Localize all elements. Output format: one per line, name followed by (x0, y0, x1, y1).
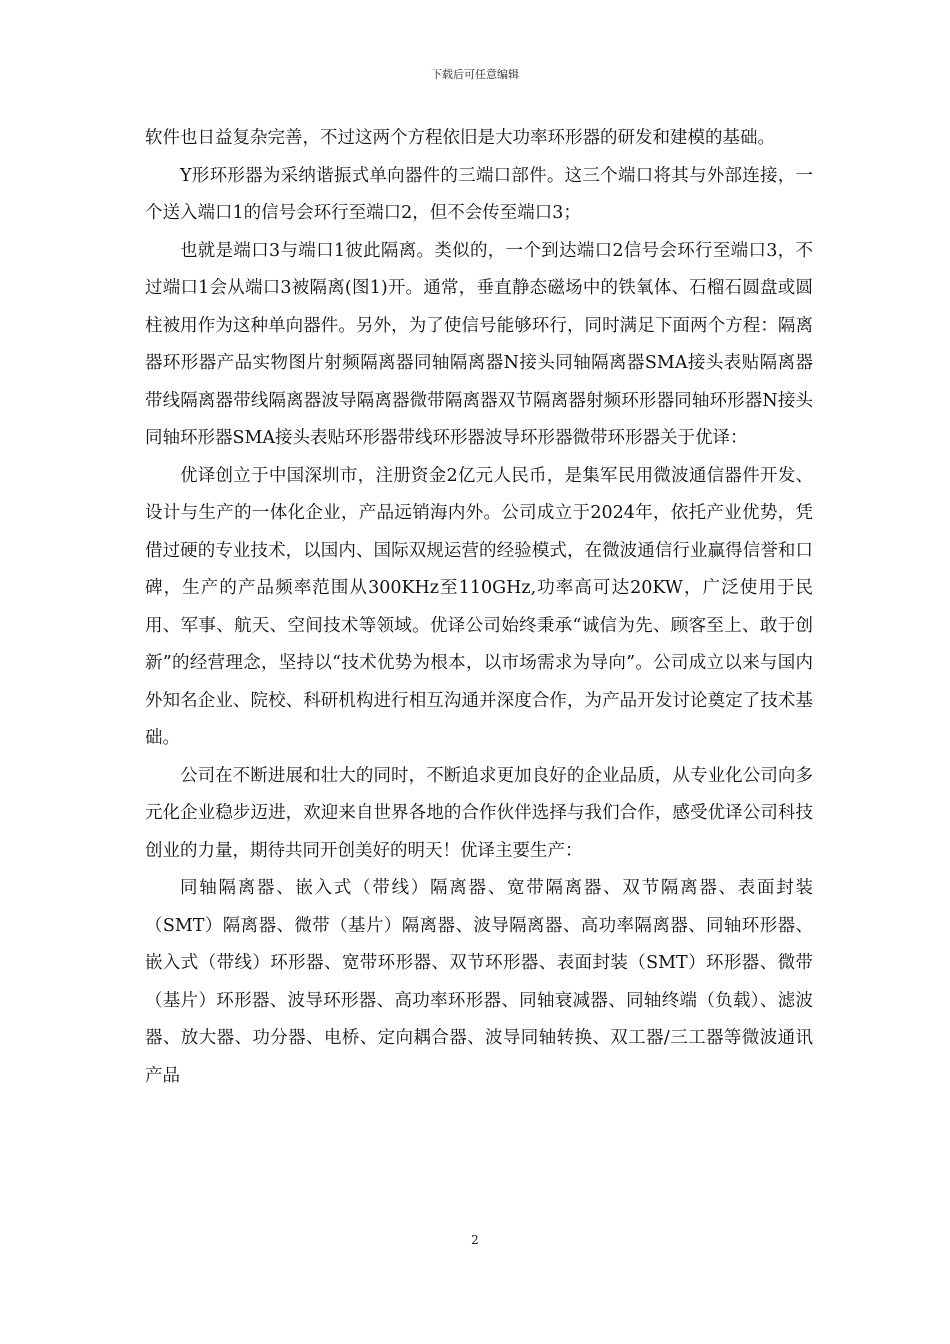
document-body (145, 120, 813, 1095)
paragraph-4: 优译创立于中国深圳市，注册资金2亿元人民币，是集军民用微波通信器件开发、设计与生产的一体化企业，产品远销海内外。公司成立于2024年，依托产业优势，凭借过硬的专业技术，以国内、国际双规运营的经验模式，在微波通信行业赢得信誉和口碑，生产的产品频率范围从300KHz至110GHz,功率高可达20KW，广泛使用于民用、军事、航天、空间技术等领域。优译公司始终秉承“诚信为先、顾客至上、敢于创新”的经营理念，坚持以“技术优势为根本，以市场需求为导向”。公司成立以来与国内外知名企业、院校、科研机构进行相互沟通并深度合作，为产品开发讨论奠定了技术基础。 (145, 465, 813, 748)
paragraph-3: 也就是端口3与端口1彼此隔离。类似的，一个到达端口2信号会环行至端口3，不过端口1会从端口3被隔离(图1)开。通常，垂直静态磁场中的铁氧体、石榴石圆盘或圆柱被用作为这种单向器件。另外，为了使信号能够环行，同时满足下面两个方程：隔离器环形器产品实物图片射频隔离器同轴隔离器N接头同轴隔离器SMA接头表贴隔离器带线隔离器带线隔离器波导隔离器微带隔离器双节隔离器射频环形器同轴环形器N接头同轴环形器SMA接头表贴环形器带线环形器波导环形器微带环形器关于优译： (145, 240, 813, 448)
paragraph-1: 软件也日益复杂完善，不过这两个方程依旧是大功率环形器的研发和建模的基础。 (145, 128, 775, 148)
paragraph-5: 公司在不断进展和壮大的同时，不断追求更加良好的企业品质，从专业化公司向多元化企业稳步迈进，欢迎来自世界各地的合作伙伴选择与我们合作，感受优译公司科技创业的力量，期待共同开创美好的明天！优译主要生产： (145, 765, 813, 861)
page-header: 下载后可任意编辑 (431, 68, 519, 81)
paragraph-6: 同轴隔离器、嵌入式（带线）隔离器、宽带隔离器、双节隔离器、表面封装（SMT）隔离器、微带（基片）隔离器、波导隔离器、高功率隔离器、同轴环形器、嵌入式（带线）环形器、宽带环形器、双节环形器、表面封装（SMT）环形器、微带（基片）环形器、波导环形器、高功率环形器、同轴衰减器、同轴终端（负载）、滤波器、放大器、功分器、电桥、定向耦合器、波导同轴转换、双工器/三工器等微波通讯产品 (145, 878, 813, 1086)
page-number: 2 (471, 1233, 479, 1247)
paragraph-2: Y形环形器为采纳谐振式单向器件的三端口部件。这三个端口将其与外部连接，一个送入端口1的信号会环行至端口2，但不会传至端口3； (145, 165, 813, 223)
